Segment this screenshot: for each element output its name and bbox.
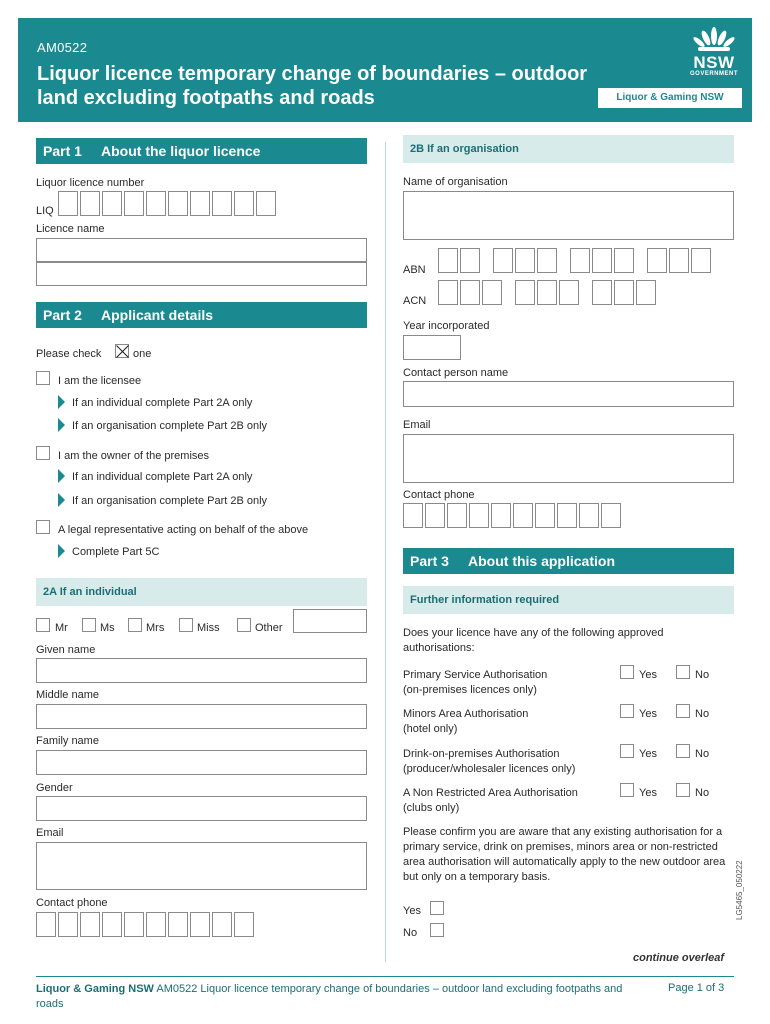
part3-title: About this application (468, 553, 615, 569)
title-mrs-checkbox[interactable] (128, 618, 142, 632)
liq-prefix: LIQ (36, 205, 54, 217)
acn-digit-4[interactable] (515, 280, 535, 305)
email-input[interactable] (36, 842, 367, 890)
part3-number: Part 3 (410, 553, 449, 569)
authorisation-question: Does your licence have any of the following approved authorisations: (403, 627, 664, 654)
org-phone-digit-10[interactable] (601, 503, 621, 528)
owner-organisation-note: If an organisation complete Part 2B only (72, 495, 268, 507)
confirm-no-label: No (403, 927, 418, 939)
owner-label: I am the owner of the premises (58, 450, 210, 462)
form-code: AM0522 (37, 40, 88, 55)
auth3-label: Drink-on-premises Authorisation (403, 748, 560, 760)
footer-brand: Liquor & Gaming NSW (36, 983, 154, 995)
licence-digit-7[interactable] (190, 191, 210, 216)
auth3-no-label: No (695, 748, 710, 760)
footer-divider (36, 976, 734, 977)
part1-title: About the liquor licence (101, 143, 261, 159)
part2a-heading: 2A If an individual (36, 578, 367, 606)
acn-digit-7[interactable] (592, 280, 612, 305)
auth3-sublabel: (producer/wholesaler licences only) (403, 763, 576, 775)
title-other-input[interactable] (293, 609, 367, 633)
org-name-input[interactable] (403, 191, 734, 240)
part2-title: Applicant details (101, 307, 214, 323)
org-email-label: Email (403, 419, 431, 431)
auth3-yes-checkbox[interactable] (620, 744, 634, 758)
licence-digit-9[interactable] (234, 191, 254, 216)
part2-number: Part 2 (43, 307, 82, 323)
logo-government-text: GOVERNMENT (689, 71, 738, 77)
page-number: Page 1 of 3 (668, 982, 725, 994)
contact-person-label: Contact person name (403, 367, 509, 379)
auth4-yes-label: Yes (639, 787, 657, 799)
phone-digit-7[interactable] (168, 912, 188, 937)
given-name-label: Given name (36, 644, 96, 656)
abn-digit-4[interactable] (515, 248, 535, 273)
auth2-yes-checkbox[interactable] (620, 704, 634, 718)
legal-rep-checkbox[interactable] (36, 520, 50, 534)
abn-digit-10[interactable] (669, 248, 689, 273)
auth1-no-checkbox[interactable] (676, 665, 690, 679)
abn-digit-11[interactable] (691, 248, 711, 273)
licence-name-label: Licence name (36, 223, 105, 235)
acn-digit-6[interactable] (559, 280, 579, 305)
owner-checkbox[interactable] (36, 446, 50, 460)
licence-digit-8[interactable] (212, 191, 232, 216)
org-phone-digit-4[interactable] (469, 503, 489, 528)
org-phone-digit-6[interactable] (513, 503, 533, 528)
abn-digit-8[interactable] (614, 248, 634, 273)
auth1-yes-label: Yes (639, 669, 657, 681)
owner-individual-note: If an individual complete Part 2A only (72, 471, 253, 483)
org-phone-digit-7[interactable] (535, 503, 555, 528)
org-phone-digit-2[interactable] (425, 503, 445, 528)
auth1-yes-checkbox[interactable] (620, 665, 634, 679)
acn-label: ACN (403, 295, 427, 307)
middle-name-input[interactable] (36, 704, 367, 729)
part3-heading (403, 548, 734, 574)
org-phone-digit-8[interactable] (557, 503, 577, 528)
licence-digit-5[interactable] (146, 191, 166, 216)
licence-digit-1[interactable] (58, 191, 78, 216)
licence-name-input-line1[interactable] (36, 238, 367, 262)
acn-digit-2[interactable] (460, 280, 480, 305)
auth4-label: A Non Restricted Area Authorisation (403, 787, 578, 799)
arrow-right-icon (58, 493, 65, 507)
form-title: Liquor licence temporary change of boundaries – outdoor land excluding footpaths and roads (37, 63, 588, 109)
part1-number: Part 1 (43, 143, 82, 159)
title-mr-checkbox[interactable] (36, 618, 50, 632)
acn-digit-8[interactable] (614, 280, 634, 305)
title-other-checkbox[interactable] (237, 618, 251, 632)
legal-rep-note: Complete Part 5C (72, 546, 160, 558)
arrow-right-icon (58, 395, 65, 409)
column-divider (385, 142, 386, 962)
family-name-input[interactable] (36, 750, 367, 775)
arrow-right-icon (58, 544, 65, 558)
auth4-yes-checkbox[interactable] (620, 783, 634, 797)
auth4-no-label: No (695, 787, 710, 799)
auth4-sublabel: (clubs only) (403, 802, 460, 814)
title-mrs-label: Mrs (146, 622, 165, 634)
auth2-no-checkbox[interactable] (676, 704, 690, 718)
phone-digit-10[interactable] (234, 912, 254, 937)
auth1-no-label: No (695, 669, 710, 681)
phone-digit-2[interactable] (58, 912, 78, 937)
confirm-statement: Please confirm you are aware that any existing authorisation for a primary service, drink on premises, minors area or non-restricted area authorisation will automatically apply to the new outdoor area but only on a temporary basis. (403, 826, 726, 883)
part2b-heading: 2B If an organisation (403, 135, 734, 163)
waratah-icon (692, 26, 736, 52)
legal-rep-label: A legal representative acting on behalf of the above (58, 524, 309, 536)
abn-digit-2[interactable] (460, 248, 480, 273)
licence-digit-3[interactable] (102, 191, 122, 216)
licensee-checkbox[interactable] (36, 371, 50, 385)
title-ms-label: Ms (100, 622, 115, 634)
arrow-right-icon (58, 469, 65, 483)
phone-digit-8[interactable] (190, 912, 210, 937)
licensee-individual-note: If an individual complete Part 2A only (72, 397, 253, 409)
acn-digit-9[interactable] (636, 280, 656, 305)
confirm-yes-checkbox[interactable] (430, 901, 444, 915)
check-instruction-post: one (133, 348, 152, 360)
licence-digit-2[interactable] (80, 191, 100, 216)
auth3-no-checkbox[interactable] (676, 744, 690, 758)
arrow-right-icon (58, 418, 65, 432)
nsw-logo (686, 26, 742, 77)
contact-person-input[interactable] (403, 381, 734, 407)
licence-digit-10[interactable] (256, 191, 276, 216)
gender-input[interactable] (36, 796, 367, 821)
email-label: Email (36, 827, 64, 839)
org-email-input[interactable] (403, 434, 734, 483)
phone-digit-9[interactable] (212, 912, 232, 937)
licence-digit-6[interactable] (168, 191, 188, 216)
page-header (18, 18, 752, 122)
phone-digit-6[interactable] (146, 912, 166, 937)
auth2-yes-label: Yes (639, 708, 657, 720)
phone-digit-4[interactable] (102, 912, 122, 937)
auth2-label: Minors Area Authorisation (403, 708, 529, 720)
abn-label: ABN (403, 264, 426, 276)
abn-digit-3[interactable] (493, 248, 513, 273)
phone-digit-1[interactable] (36, 912, 56, 937)
licensee-label: I am the licensee (58, 375, 142, 387)
gender-label: Gender (36, 782, 73, 794)
check-instruction-pre: Please check (36, 348, 102, 360)
continue-overleaf: continue overleaf (633, 952, 725, 964)
abn-digit-5[interactable] (537, 248, 557, 273)
org-phone-digit-3[interactable] (447, 503, 467, 528)
auth1-label: Primary Service Authorisation (403, 669, 548, 681)
org-phone-label: Contact phone (403, 489, 475, 501)
auth4-no-checkbox[interactable] (676, 783, 690, 797)
title-mr-label: Mr (55, 622, 68, 634)
abn-digit-7[interactable] (592, 248, 612, 273)
further-info-heading: Further information required (403, 586, 734, 614)
auth2-no-label: No (695, 708, 710, 720)
phone-digit-3[interactable] (80, 912, 100, 937)
licence-name-input-line2[interactable] (36, 262, 367, 286)
licensee-organisation-note: If an organisation complete Part 2B only (72, 420, 268, 432)
auth3-yes-label: Yes (639, 748, 657, 760)
check-example-x (115, 344, 129, 358)
org-phone-digit-5[interactable] (491, 503, 511, 528)
abn-digit-1[interactable] (438, 248, 458, 273)
part2-heading (36, 302, 367, 328)
logo-nsw-text: NSW (693, 53, 735, 72)
year-incorporated-input[interactable] (403, 335, 461, 360)
year-incorporated-label: Year incorporated (403, 320, 490, 332)
org-name-label: Name of organisation (403, 176, 508, 188)
family-name-label: Family name (36, 735, 99, 747)
acn-digit-3[interactable] (482, 280, 502, 305)
middle-name-label: Middle name (36, 689, 99, 701)
part1-heading (36, 138, 367, 164)
auth1-sublabel: (on-premises licences only) (403, 684, 537, 696)
contact-phone-label: Contact phone (36, 897, 108, 909)
abn-digit-6[interactable] (570, 248, 590, 273)
acn-digit-5[interactable] (537, 280, 557, 305)
phone-digit-5[interactable] (124, 912, 144, 937)
confirm-no-checkbox[interactable] (430, 923, 444, 937)
auth2-sublabel: (hotel only) (403, 723, 458, 735)
title-other-label: Other (255, 622, 283, 634)
acn-digit-1[interactable] (438, 280, 458, 305)
confirm-yes-label: Yes (403, 905, 421, 917)
brand-badge: Liquor & Gaming NSW (598, 88, 742, 108)
licence-digit-4[interactable] (124, 191, 144, 216)
org-phone-digit-1[interactable] (403, 503, 423, 528)
org-phone-digit-9[interactable] (579, 503, 599, 528)
footer-text (36, 982, 636, 1012)
licence-number-label: Liquor licence number (36, 177, 145, 189)
footer-form-title: AM0522 Liquor licence temporary change of boundaries – outdoor land excluding footpaths and roads (36, 983, 623, 1010)
title-ms-checkbox[interactable] (82, 618, 96, 632)
title-miss-label: Miss (197, 622, 220, 634)
abn-digit-9[interactable] (647, 248, 667, 273)
given-name-input[interactable] (36, 658, 367, 683)
title-miss-checkbox[interactable] (179, 618, 193, 632)
form-reference-code: LG5465_050222 (735, 860, 744, 920)
